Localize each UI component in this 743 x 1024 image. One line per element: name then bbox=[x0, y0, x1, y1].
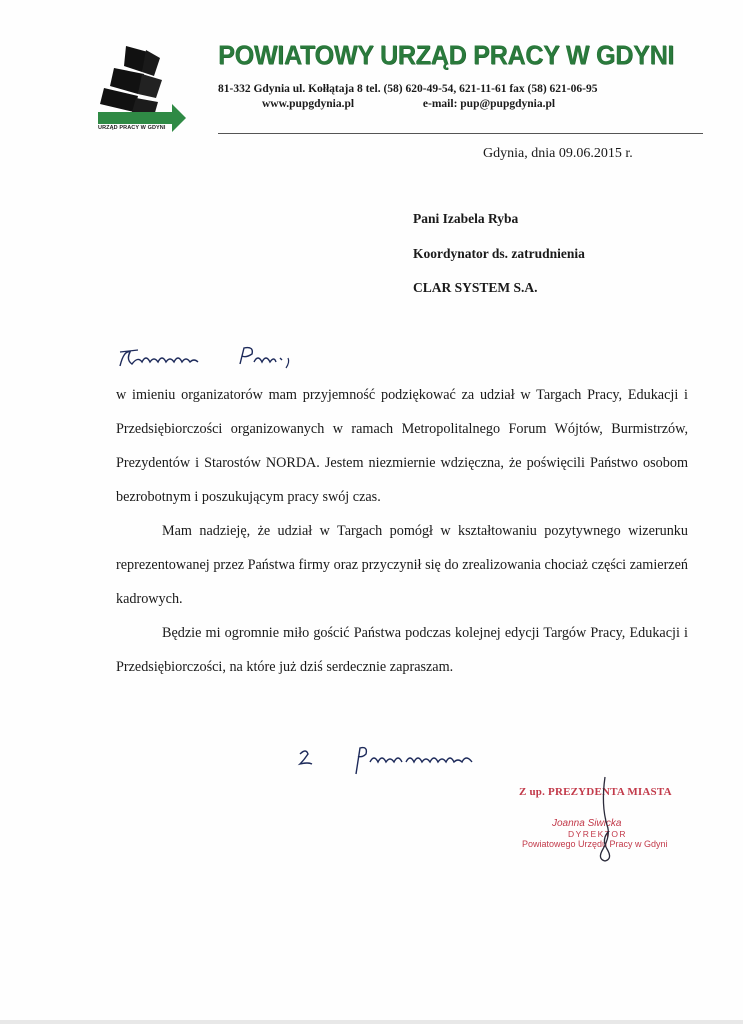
org-name-heading: POWIATOWY URZĄD PRACY W GDYNI bbox=[218, 40, 675, 70]
body-paragraph-2: Mam nadzieję, że udział w Targach pomógł w kształtowaniu pozytywnego wizerunku reprezentowanej przez Państwa firmy oraz przyczynił się do zrealizowania chociaż części zamierzeń kadrowych. bbox=[116, 523, 688, 607]
scan-bottom-edge bbox=[0, 1020, 743, 1024]
letter-body bbox=[116, 378, 688, 684]
pup-logo-icon bbox=[96, 42, 188, 138]
date-line: Gdynia, dnia 09.06.2015 r. bbox=[483, 146, 633, 161]
logo-caption: URZĄD PRACY W GDYNI bbox=[98, 125, 166, 131]
stamp-title: Z up. PREZYDENTA MIASTA bbox=[519, 786, 672, 798]
email-link[interactable]: e-mail: pup@pupgdynia.pl bbox=[422, 98, 556, 110]
body-paragraph-3: Będzie mi ogromnie miło gościć Państwa podczas kolejnej edycji Targów Pracy, Edukacji i Przedsiębiorczości, na które już dziś serdecznie zapraszam. bbox=[116, 625, 688, 675]
recipient-name: Pani Izabela Ryba bbox=[413, 211, 519, 226]
header-divider bbox=[218, 133, 703, 134]
recipient-position: Koordynator ds. zatrudnienia bbox=[413, 246, 585, 261]
contact-web-line bbox=[262, 98, 555, 110]
handwritten-closing bbox=[296, 740, 496, 776]
stamp-name: Joanna Siwicka bbox=[552, 818, 622, 829]
signature-scribble-icon bbox=[585, 775, 625, 865]
stamp-organization: Powiatowego Urzędu Pracy w Gdyni bbox=[522, 839, 668, 849]
recipient-company: CLAR SYSTEM S.A. bbox=[413, 280, 538, 295]
contact-address-line: 81-332 Gdynia ul. Kołłątaja 8 tel. (58) 620-49-54, 621-11-61 fax (58) 621-06-95 bbox=[218, 83, 598, 95]
body-paragraph-1: w imieniu organizatorów mam przyjemność podziękować za udział w Targach Pracy, Edukacji i Przedsiębiorczości organizowanych w ramach Metropolitalnego Forum Wójtów, Burmistrzów, Prezydentów i Starostów NORDA. Jestem niezmiernie wdzięczna, że poświęcili Państwo osobom bezrobotnym i poszukującym pracy swój czas. bbox=[116, 387, 688, 505]
website-link[interactable]: www.pupgdynia.pl bbox=[262, 98, 355, 110]
stamp-role: DYREKTOR bbox=[568, 829, 628, 839]
handwritten-salutation bbox=[116, 340, 316, 374]
